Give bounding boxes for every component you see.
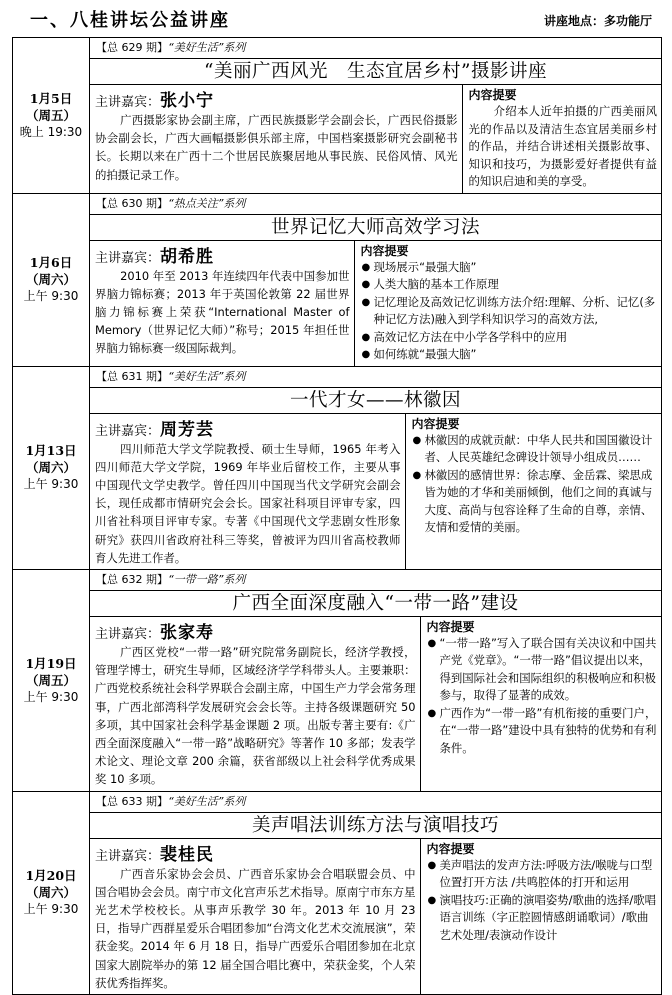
bullet-icon: ● — [361, 296, 371, 308]
summary-point — [361, 294, 658, 329]
lecture-title-row — [13, 59, 662, 85]
speaker-label: 主讲嘉宾： — [95, 626, 161, 642]
lecture-weekday: （周五） — [25, 107, 76, 123]
summary-point — [361, 329, 658, 347]
lecture-detail-cell — [90, 85, 662, 194]
speaker-label: 主讲嘉宾： — [95, 423, 161, 439]
lecture-date: 1月5日 — [29, 90, 73, 106]
summary-heading: 内容提要 — [360, 243, 409, 258]
lecture-time: 上午 9:30 — [23, 477, 79, 492]
period-number: 【总 633 期】 — [96, 794, 168, 808]
speaker-name: 周芳芸 — [160, 419, 215, 440]
summary-point — [427, 857, 658, 892]
lecture-title: “美丽广西风光 生态宜居乡村”摄影讲座 — [90, 59, 662, 85]
bullet-icon: ● — [427, 707, 437, 719]
summary-point-text: 演唱技巧:正确的演唱姿势/歌曲的选择/歌唱语言训练（字正腔圆情感朗诵歌词）/歌曲艺术处理/表演动作设计 — [439, 892, 657, 942]
summary-points — [361, 259, 658, 364]
period-number: 【总 632 期】 — [96, 572, 168, 586]
summary-points — [427, 857, 658, 945]
lecture-title-row — [13, 590, 662, 616]
lecture-period-row — [13, 569, 662, 590]
series-name: “热点关注”系列 — [168, 196, 246, 210]
summary-point-text: 现场展示“最强大脑” — [373, 259, 477, 274]
lecture-weekday: （周五） — [25, 672, 76, 688]
speaker-bio: 2010 年至 2013 年连续四年代表中国参加世界脑力锦标赛；2013 年于英国伦敦第 22 届世界脑力锦标赛上荣获“International Master of Memory（世界记忆大师）”称号；2015 年担任世界脑力锦标赛一级国际裁判。 — [95, 268, 350, 356]
lecture-title-row — [13, 812, 662, 838]
bullet-icon: ● — [361, 279, 371, 290]
summary-point — [361, 259, 658, 277]
summary-points — [412, 432, 658, 537]
bullet-icon: ● — [427, 859, 437, 871]
lecture-date-cell — [13, 366, 90, 569]
venue-label: 讲座地点：多功能厅 — [543, 14, 652, 28]
lecture-period — [90, 791, 662, 812]
lecture-time: 上午 9:30 — [23, 902, 79, 917]
summary-point-text: “一带一路”写入了联合国有关决议和中国共产党《党章》。“一带一路”倡议提出以来，得到国际社会和国际组织的积极响应和积极参与，取得了显著的成效。 — [439, 635, 657, 703]
lecture-title: 广西全面深度融入“一带一路”建设 — [90, 590, 662, 616]
speaker-bio-cell — [90, 85, 462, 193]
lecture-period — [90, 366, 662, 387]
summary-point-text: 如何练就“最强大脑” — [373, 347, 477, 361]
series-name: “一带一路”系列 — [168, 572, 246, 586]
period-number: 【总 629 期】 — [96, 41, 168, 54]
summary-point-text: 人类大脑的基本工作原理 — [373, 277, 499, 291]
speaker-name: 张家寿 — [160, 622, 215, 643]
summary-point-text: 记忆理论及高效记忆训练方法介绍:理解、分析、记忆(多种记忆方法)融入到学科知识学习的高效方法, — [373, 294, 656, 326]
lecture-schedule-table — [12, 37, 662, 995]
bullet-icon: ● — [427, 894, 437, 906]
series-name: “美好生活”系列 — [168, 794, 246, 808]
summary-cell — [354, 241, 661, 366]
lecture-title-row — [13, 387, 662, 413]
lecture-detail-cell — [90, 413, 662, 569]
lecture-title: 一代才女——林徽因 — [90, 387, 662, 413]
period-number: 【总 631 期】 — [96, 369, 168, 383]
summary-point — [412, 432, 658, 467]
bullet-icon: ● — [412, 434, 422, 446]
lecture-detail-cell — [90, 240, 662, 366]
lecture-period-row — [13, 791, 662, 812]
summary-cell — [420, 839, 661, 994]
summary-heading: 内容提要 — [411, 416, 460, 431]
summary-point — [427, 705, 658, 758]
lecture-detail-cell — [90, 838, 662, 994]
lecture-period-row — [13, 38, 662, 59]
lecture-period-row — [13, 193, 662, 214]
speaker-name: 裴桂民 — [160, 844, 215, 865]
summary-point — [427, 892, 658, 945]
page-title: 一、八桂讲坛公益讲座 — [30, 10, 230, 31]
lecture-detail-row — [13, 838, 662, 994]
summary-point-text: 林徽因的成就贡献：中华人民共和国国徽设计者、人民英雄纪念碑设计领导小组成员…… — [424, 432, 653, 464]
bullet-icon: ● — [361, 261, 371, 273]
series-name: “美好生活”系列 — [168, 41, 246, 54]
lecture-date-cell — [13, 791, 90, 994]
lecture-detail-row — [13, 240, 662, 366]
lecture-weekday: （周六） — [25, 272, 76, 287]
speaker-bio: 四川师范大学文学院教授、硕士生导师，1965 年考入四川师范大学文学院，1969 年毕业后留校工作，主要从事中国现代文学史教学。曾任四川中国现当代文学研究会副会长，现任成都市情研究会会长。国家社科项目评审专家，四川省社科项目评审专家。专著《中国现代文学悲剧女性形象研究》获四川省政府社科三等奖，曾被评为四川省高校教师育人先进工作者。 — [95, 441, 401, 565]
speaker-name: 张小宁 — [160, 91, 215, 111]
series-name: “美好生活”系列 — [168, 369, 246, 383]
lecture-period — [90, 569, 662, 590]
lecture-date-cell — [13, 569, 90, 791]
summary-text: 介绍本人近年拍摄的广西美丽风光的作品以及清洁生态宜居美丽乡村的作品，并结合讲述相关摄影故事、知识和技巧，为摄影爱好者提供有益的知识启迪和美的享受。 — [468, 104, 657, 188]
lecture-time: 晚上 19:30 — [19, 124, 83, 139]
bullet-icon: ● — [361, 349, 371, 360]
lecture-detail-cell — [90, 616, 662, 791]
lecture-date: 1月13日 — [25, 443, 77, 459]
summary-point-text: 高效记忆方法在中小学各学科中的应用 — [373, 329, 568, 344]
speaker-label: 主讲嘉宾： — [95, 848, 161, 864]
summary-point — [412, 467, 658, 537]
lecture-time: 上午 9:30 — [23, 289, 79, 303]
speaker-label: 主讲嘉宾： — [95, 250, 161, 266]
speaker-bio-cell — [90, 241, 354, 366]
lecture-weekday: （周六） — [25, 460, 76, 476]
lecture-period — [90, 38, 662, 59]
speaker-bio-cell — [90, 414, 405, 569]
lecture-date: 1月20日 — [25, 868, 77, 884]
lecture-weekday: （周六） — [25, 885, 76, 901]
speaker-name: 胡希胜 — [160, 246, 215, 267]
summary-point — [361, 346, 658, 364]
summary-heading: 内容提要 — [468, 88, 517, 102]
speaker-bio-cell — [90, 839, 420, 994]
speaker-bio: 广西摄影家协会副主席，广西民族摄影学会副会长，广西民俗摄影协会副会长，广西大画幅摄影俱乐部主席，中国档案摄影研究会副秘书长。长期以来在广西十二个世居民族聚居地从事民族、民俗风情、风光的拍摄记录工作。 — [95, 113, 458, 182]
summary-point-text: 林徽因的感情世界：徐志摩、金岳霖、梁思成皆为她的才华和美丽倾倒，他们之间的真诚与大度、高尚与包容诠释了生命的自尊，亲情、友情和爱情的美丽。 — [424, 467, 653, 534]
lecture-detail-row — [13, 85, 662, 194]
summary-cell — [405, 414, 661, 569]
summary-point — [361, 276, 658, 294]
summary-heading: 内容提要 — [426, 841, 475, 856]
lecture-time: 上午 9:30 — [23, 689, 79, 704]
speaker-bio-cell — [90, 617, 420, 791]
lecture-date-cell — [13, 193, 90, 366]
lecture-detail-row — [13, 413, 662, 569]
lecture-detail-row — [13, 616, 662, 791]
bullet-icon: ● — [361, 331, 371, 343]
lecture-period-row — [13, 366, 662, 387]
summary-cell — [462, 85, 661, 193]
lecture-title: 世界记忆大师高效学习法 — [90, 214, 662, 240]
period-number: 【总 630 期】 — [96, 196, 168, 210]
summary-point-text: 美声唱法的发声方法:呼吸方法/喉咙与口型位置打开方法 /共鸣腔体的打开和运用 — [439, 857, 653, 890]
summary-points — [427, 635, 658, 758]
lecture-date-cell — [13, 38, 90, 194]
lecture-date: 1月6日 — [29, 255, 73, 270]
bullet-icon: ● — [412, 469, 422, 481]
bullet-icon: ● — [427, 637, 437, 649]
lecture-title: 美声唱法训练方法与演唱技巧 — [90, 812, 662, 838]
speaker-bio: 广西区党校“一带一路”研究院常务副院长，经济学教授，管理学博士，研究生导师，区域经济学学科带头人。主要兼职：广西党校系统社会科学界联合会副主席，中国生产力学会常务理事，广西北部湾科学发展研究会会长等。主持各级课题研究 50 多项，其中国家社会科学基金课题 2 项。出版专著主要有:《广西全面深度融入“一带一路”战略研究》等著作 10 多部；发表学术论文、理论文章 200 余篇，获省部级以上社会科学优秀成果奖 10 多项。 — [95, 644, 416, 787]
speaker-label: 主讲嘉宾： — [95, 95, 161, 110]
lecture-date: 1月19日 — [25, 655, 77, 671]
summary-heading: 内容提要 — [426, 619, 475, 634]
summary-cell — [420, 617, 661, 791]
lecture-period — [90, 193, 662, 214]
summary-point — [427, 635, 658, 705]
lecture-title-row — [13, 214, 662, 240]
speaker-bio: 广西音乐家协会会员、广西音乐家协会合唱联盟会员、中国合唱协会会员。南宁市文化宫声乐艺术指导。原南宁市东方星光艺术学校校长。从事声乐教学 30 年。2013 年 10 月 23 日，指导广西群星爱乐合唱团参加“台湾文化艺术交流展演”，荣获金奖。2014 年 6 月 18 日，指导广西爱乐合唱团参加在北京国家大剧院举办的第 12 届全国合唱比赛中，荣获金奖，个人荣获优秀指挥奖。 — [95, 866, 416, 990]
summary-point-text: 广西作为“一带一路”有机衔接的重要门户，在“一带一路”建设中具有独特的优势和有利条件。 — [439, 705, 657, 755]
